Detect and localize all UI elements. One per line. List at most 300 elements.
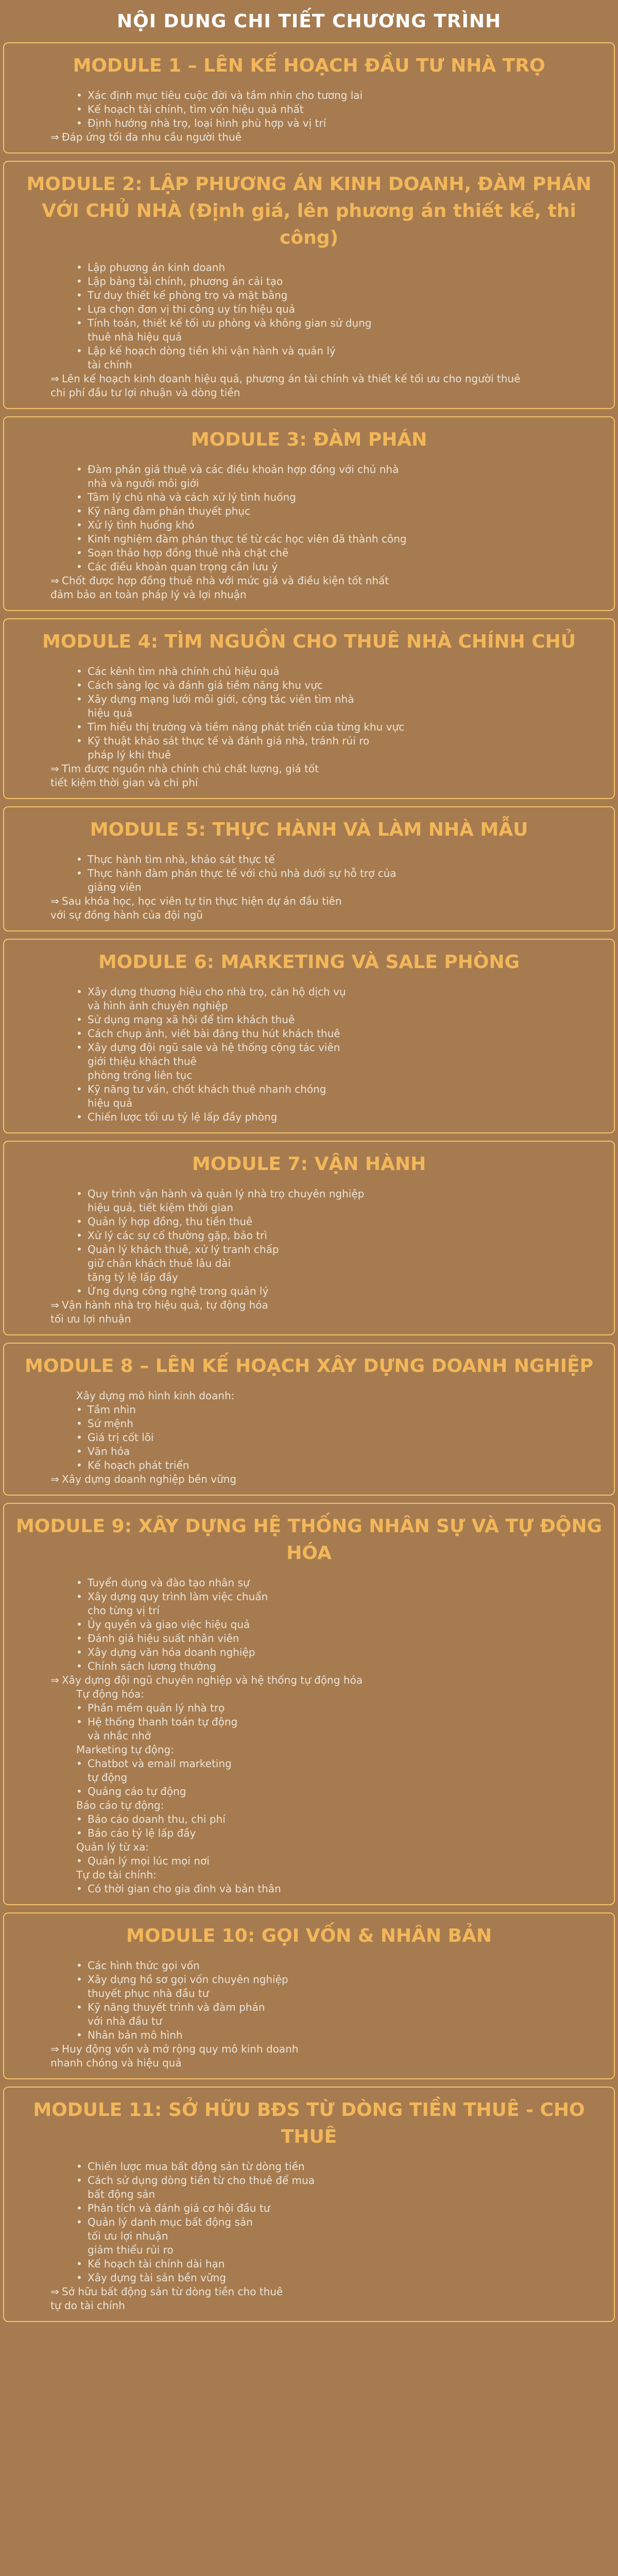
module-content-list: [14, 1389, 604, 1486]
bullet-item: [14, 1459, 604, 1472]
continuation-line: [14, 1055, 604, 1069]
section-label: [14, 1868, 604, 1882]
bullet-item: [14, 1013, 604, 1027]
line-text: Cách chụp ảnh, viết bài đăng thu hút khách thuê: [88, 1027, 340, 1040]
bullet-item: [14, 289, 604, 302]
bullet-item: [14, 1041, 604, 1055]
arrow-right-icon: ⇒: [50, 574, 59, 587]
line-text: Thực hành tìm nhà, khảo sát thực tế: [88, 853, 275, 866]
line-text: Định hướng nhà trọ, loại hình phù hợp và vị trí: [88, 117, 327, 129]
line-text: Quản lý mọi lúc mọi nơi: [88, 1855, 210, 1867]
bullet-icon: •: [76, 519, 82, 531]
result-line: [14, 130, 604, 144]
module-title: MODULE 6: MARKETING VÀ SALE PHÒNG: [98, 952, 520, 973]
bullet-item: [14, 1618, 604, 1632]
bullet-item: [14, 1959, 604, 1973]
arrow-right-icon: ⇒: [50, 762, 59, 775]
bullet-item: [14, 2201, 604, 2215]
bullet-item: [14, 1812, 604, 1826]
bullet-item: [14, 853, 604, 867]
bullet-icon: •: [76, 1855, 82, 1867]
line-text: Xây dựng đội ngũ sale và hệ thống cộng tác viên: [88, 1041, 340, 1054]
arrow-right-icon: ⇒: [50, 2285, 59, 2298]
bullet-icon: •: [76, 317, 82, 329]
bullet-item: [14, 2257, 604, 2271]
line-text: giữ chân khách thuê lâu dài: [88, 1257, 231, 1269]
bullet-icon: •: [76, 2174, 82, 2187]
bullet-item: [14, 1659, 604, 1673]
module-content-list: [14, 89, 604, 144]
line-text: với sự đồng hành của đội ngũ: [50, 909, 203, 921]
line-text: và nhắc nhở: [88, 1730, 151, 1742]
result-line: [14, 372, 604, 386]
bullet-item: [14, 116, 604, 130]
bullet-item: [14, 867, 604, 880]
line-text: tối ưu lợi nhuận: [88, 2230, 168, 2242]
module-title: MODULE 11: SỞ HỮU BĐS TỪ DÒNG TIỀN THUÊ - CHO THUÊ: [33, 2099, 585, 2147]
continuation-line: [14, 999, 604, 1013]
line-text: Các kênh tìm nhà chính chủ hiệu quả: [88, 665, 280, 677]
line-text: Sử dụng mạng xã hội để tìm khách thuê: [88, 1013, 295, 1026]
bullet-item: [14, 1701, 604, 1715]
line-text: Xác định mục tiêu cuộc đời và tầm nhìn cho tương lai: [88, 89, 363, 101]
line-text: Giá trị cốt lõi: [88, 1431, 154, 1444]
modules-list: [0, 42, 618, 2322]
line-text: Soạn thảo hợp đồng thuê nhà chặt chẽ: [88, 547, 289, 559]
line-text: Tầm nhìn: [88, 1403, 136, 1416]
line-text: Cách sàng lọc và đánh giá tiềm năng khu vực: [88, 679, 323, 691]
bullet-icon: •: [76, 303, 82, 315]
bullet-item: [14, 720, 604, 734]
bullet-item: [14, 1243, 604, 1257]
bullet-icon: •: [76, 1431, 82, 1444]
continuation-line: [14, 2229, 604, 2243]
module-content-list: [14, 261, 604, 400]
bullet-item: [14, 985, 604, 999]
module-content-list: [14, 853, 604, 922]
line-text: Kỹ thuật khảo sát thực tế và đánh giá nhà, tránh rủi ro: [88, 735, 370, 747]
bullet-icon: •: [76, 1215, 82, 1228]
line-text: Quản lý khách thuê, xử lý tranh chấp: [88, 1243, 279, 1256]
line-text: tăng tỷ lệ lấp đầy: [88, 1271, 178, 1283]
line-text: hiệu quả: [88, 1097, 133, 1109]
result-line: [14, 2285, 604, 2299]
line-text: giới thiệu khách thuê: [88, 1055, 197, 1067]
bullet-icon: •: [76, 1577, 82, 1589]
module-card: [3, 2087, 615, 2322]
bullet-icon: •: [76, 1757, 82, 1770]
arrow-right-icon: ⇒: [50, 372, 59, 385]
bullet-icon: •: [76, 1111, 82, 1123]
line-text: Thực hành đàm phán thực tế với chủ nhà dưới sự hỗ trợ của: [88, 867, 397, 879]
bullet-item: [14, 463, 604, 477]
continuation-line: [14, 748, 604, 762]
line-text: và hình ảnh chuyên nghiệp: [88, 999, 228, 1012]
line-text: nhà và người môi giới: [88, 477, 199, 489]
bullet-item: [14, 1110, 604, 1124]
line-text: tự do tài chính: [50, 2299, 125, 2312]
continuation-line: [14, 880, 604, 894]
module-title: MODULE 4: TÌM NGUỒN CHO THUÊ NHÀ CHÍNH CHỦ: [42, 631, 576, 652]
section-label: [14, 1840, 604, 1854]
line-text: Tự động hóa:: [76, 1688, 144, 1700]
line-text: Đàm phán giá thuê và các điều khoản hợp đồng với chủ nhà: [88, 463, 399, 476]
module-title: MODULE 10: GỌI VỐN & NHÂN BẢN: [126, 1925, 492, 1946]
bullet-item: [14, 665, 604, 679]
line-text: tài chính: [88, 359, 132, 371]
result-line: [14, 1472, 604, 1486]
bullet-item: [14, 1187, 604, 1201]
continuation-line: [14, 1201, 604, 1215]
section-label: [14, 1687, 604, 1701]
continuation-line: [14, 1270, 604, 1284]
line-text: Quản lý hợp đồng, thu tiền thuê: [88, 1215, 253, 1228]
bullet-item: [14, 344, 604, 358]
continuation-line: [14, 2243, 604, 2257]
continuation-line: [14, 908, 604, 922]
module-content-list: [14, 1959, 604, 2070]
line-text: Xử lý tình huống khó: [88, 519, 195, 531]
bullet-item: [14, 560, 604, 574]
module-content-list: [14, 1187, 604, 1326]
section-label: [14, 1743, 604, 1757]
line-text: Sở hữu bất động sản từ dòng tiền cho thuê: [62, 2285, 283, 2298]
line-text: Xây dựng tài sản bền vững: [88, 2272, 226, 2284]
bullet-icon: •: [76, 665, 82, 677]
continuation-line: [14, 2188, 604, 2201]
bullet-icon: •: [76, 1660, 82, 1672]
bullet-icon: •: [76, 1285, 82, 1297]
bullet-item: [14, 1445, 604, 1459]
line-text: Các điều khoản quan trọng cần lưu ý: [88, 561, 278, 573]
line-text: Kỹ năng thuyết trình và đàm phán: [88, 2001, 265, 2013]
line-text: Cách sử dụng dòng tiền từ cho thuê để mua: [88, 2174, 315, 2187]
module-content-list: [14, 2160, 604, 2313]
continuation-line: [14, 2014, 604, 2028]
bullet-item: [14, 2160, 604, 2174]
module-card: [3, 618, 615, 799]
line-text: tự động: [88, 1771, 128, 1784]
continuation-line: [14, 2299, 604, 2313]
module-card: [3, 161, 615, 409]
module-card: [3, 416, 615, 611]
line-text: Marketing tự động:: [76, 1743, 174, 1756]
line-text: Tính toán, thiết kế tối ưu phòng và không gian sử dụng: [88, 317, 372, 329]
module-card: [3, 1503, 615, 1905]
line-text: Báo cáo doanh thu, chi phí: [88, 1813, 226, 1825]
bullet-icon: •: [76, 1973, 82, 1986]
bullet-item: [14, 1215, 604, 1229]
page-title: NỘI DUNG CHI TIẾT CHƯƠNG TRÌNH: [116, 11, 502, 32]
module-title: MODULE 2: LẬP PHƯƠNG ÁN KINH DOANH, ĐÀM PHÁN VỚI CHỦ NHÀ (Định giá, lên phương án thiết kế, thi công): [26, 174, 592, 248]
bullet-icon: •: [76, 1827, 82, 1839]
result-line: [14, 762, 604, 776]
bullet-icon: •: [76, 2258, 82, 2270]
bullet-item: [14, 1973, 604, 1987]
line-text: Phân tích và đánh giá cơ hội đầu tư: [88, 2202, 270, 2214]
line-text: Xử lý các sự cố thường gặp, bảo trì: [88, 1229, 267, 1242]
bullet-item: [14, 1417, 604, 1431]
continuation-line: [14, 1312, 604, 1326]
line-text: Quy trình vận hành và quản lý nhà trọ chuyên nghiệp: [88, 1188, 365, 1200]
bullet-icon: •: [76, 547, 82, 559]
bullet-icon: •: [76, 533, 82, 545]
line-text: Các hình thức gọi vốn: [88, 1959, 200, 1972]
line-text: Chatbot và email marketing: [88, 1757, 232, 1770]
bullet-item: [14, 2271, 604, 2285]
line-text: với nhà đầu tư: [88, 2015, 162, 2027]
continuation-line: [14, 1729, 604, 1743]
line-text: Kinh nghiệm đàm phán thực tế từ các học viên đã thành công: [88, 533, 407, 545]
line-text: thuê nhà hiệu quả: [88, 331, 182, 343]
result-line: [14, 1673, 604, 1687]
bullet-icon: •: [76, 505, 82, 517]
result-line: [14, 574, 604, 588]
module-content-list: [14, 985, 604, 1124]
bullet-item: [14, 490, 604, 504]
line-text: Tuyển dụng và đào tạo nhân sự: [88, 1577, 250, 1589]
line-text: Lên kế hoạch kinh doanh hiệu quả, phương án tài chính và thiết kế tối ưu cho người thuê: [62, 372, 521, 385]
line-text: Vận hành nhà trọ hiệu quả, tự động hóa: [62, 1299, 268, 1311]
line-text: Xây dựng hồ sơ gọi vốn chuyên nghiệp: [88, 1973, 288, 1986]
continuation-line: [14, 386, 604, 400]
line-text: Báo cáo tự động:: [76, 1799, 164, 1811]
bullet-item: [14, 2215, 604, 2229]
line-text: Văn hóa: [88, 1445, 130, 1458]
bullet-item: [14, 1431, 604, 1445]
continuation-line: [14, 1771, 604, 1785]
bullet-item: [14, 302, 604, 316]
line-text: chi phí đầu tư lợi nhuận và dòng tiền: [50, 386, 241, 399]
result-line: [14, 1298, 604, 1312]
module-card: [3, 1141, 615, 1335]
line-text: Tự do tài chính:: [76, 1869, 157, 1881]
bullet-icon: •: [76, 1883, 82, 1895]
bullet-item: [14, 2174, 604, 2188]
bullet-item: [14, 316, 604, 330]
bullet-item: [14, 518, 604, 532]
arrow-right-icon: ⇒: [50, 2043, 59, 2055]
line-text: Tìm hiểu thị trường và tiềm năng phát triển của từng khu vực: [88, 721, 405, 733]
line-text: Báo cáo tỷ lệ lấp đầy: [88, 1827, 196, 1839]
bullet-icon: •: [76, 1417, 82, 1430]
line-text: đảm bảo an toàn pháp lý và lợi nhuận: [50, 588, 247, 601]
result-line: [14, 2042, 604, 2056]
bullet-icon: •: [76, 345, 82, 357]
bullet-icon: •: [76, 867, 82, 879]
line-text: Lập phương án kinh doanh: [88, 261, 226, 274]
module-title: MODULE 3: ĐÀM PHÁN: [191, 429, 427, 450]
line-text: thuyết phục nhà đầu tư: [88, 1987, 209, 1999]
continuation-line: [14, 330, 604, 344]
arrow-right-icon: ⇒: [50, 895, 59, 907]
bullet-item: [14, 1826, 604, 1840]
line-text: Tư duy thiết kế phòng trọ và mặt bằng: [88, 289, 288, 301]
line-text: Xây dựng mạng lưới môi giới, cộng tác viên tìm nhà: [88, 693, 354, 705]
bullet-icon: •: [76, 1188, 82, 1200]
continuation-line: [14, 706, 604, 720]
bullet-item: [14, 1854, 604, 1868]
module-title: MODULE 5: THỰC HÀNH VÀ LÀM NHÀ MẪU: [90, 819, 528, 840]
line-text: hiệu quả: [88, 707, 133, 719]
line-text: giảng viên: [88, 881, 142, 893]
module-title: MODULE 8 – LÊN KẾ HOẠCH XÂY DỰNG DOANH NGHIỆP: [25, 1355, 593, 1377]
bullet-icon: •: [76, 1590, 82, 1603]
bullet-icon: •: [76, 89, 82, 101]
line-text: Xây dựng thương hiệu cho nhà trọ, căn hộ dịch vụ: [88, 986, 346, 998]
bullet-item: [14, 1882, 604, 1896]
bullet-icon: •: [76, 1632, 82, 1645]
continuation-line: [14, 1069, 604, 1082]
bullet-icon: •: [76, 275, 82, 287]
bullet-item: [14, 1785, 604, 1799]
bullet-icon: •: [76, 1785, 82, 1798]
module-card: [3, 939, 615, 1133]
line-text: Có thời gian cho gia đình và bản thân: [88, 1883, 281, 1895]
line-text: Sứ mệnh: [88, 1417, 133, 1430]
continuation-line: [14, 588, 604, 602]
line-text: Huy động vốn và mở rộng quy mô kinh doanh: [62, 2043, 299, 2055]
bullet-icon: •: [76, 2160, 82, 2173]
bullet-item: [14, 1632, 604, 1646]
module-content-list: [14, 1576, 604, 1896]
result-line: [14, 894, 604, 908]
bullet-icon: •: [76, 2029, 82, 2041]
continuation-line: [14, 1257, 604, 1270]
line-text: nhanh chóng và hiệu quả: [50, 2057, 182, 2069]
bullet-icon: •: [76, 1702, 82, 1714]
module-title: MODULE 9: XÂY DỰNG HỆ THỐNG NHÂN SỰ VÀ TỰ ĐỘNG HÓA: [15, 1516, 603, 1564]
line-text: bất động sản: [88, 2188, 156, 2200]
line-text: Xây dựng doanh nghiệp bền vững: [62, 1473, 237, 1485]
bullet-item: [14, 692, 604, 706]
bullet-item: [14, 89, 604, 103]
line-text: Nhân bản mô hình: [88, 2029, 183, 2041]
bullet-item: [14, 734, 604, 748]
line-text: Kế hoạch phát triển: [88, 1459, 190, 1471]
arrow-right-icon: ⇒: [50, 1473, 59, 1485]
bullet-item: [14, 103, 604, 116]
bullet-item: [14, 679, 604, 692]
bullet-icon: •: [76, 2216, 82, 2228]
bullet-icon: •: [76, 1445, 82, 1458]
bullet-icon: •: [76, 1959, 82, 1972]
bullet-icon: •: [76, 1013, 82, 1026]
bullet-item: [14, 504, 604, 518]
bullet-icon: •: [76, 1459, 82, 1471]
bullet-icon: •: [76, 1041, 82, 1054]
module-title: MODULE 7: VẬN HÀNH: [192, 1154, 426, 1175]
continuation-line: [14, 1987, 604, 2001]
bullet-item: [14, 2028, 604, 2042]
module-card: [3, 1912, 615, 2079]
line-text: Kỹ năng đàm phán thuyết phục: [88, 505, 250, 517]
bullet-item: [14, 1757, 604, 1771]
line-text: Xây dựng mô hình kinh doanh:: [76, 1389, 235, 1402]
line-text: Quảng cáo tự động: [88, 1785, 186, 1798]
arrow-right-icon: ⇒: [50, 1299, 59, 1311]
bullet-icon: •: [76, 1618, 82, 1631]
bullet-icon: •: [76, 679, 82, 691]
bullet-item: [14, 1576, 604, 1590]
bullet-icon: •: [76, 1403, 82, 1416]
bullet-icon: •: [76, 561, 82, 573]
bullet-icon: •: [76, 693, 82, 705]
line-text: Quản lý danh mục bất động sản: [88, 2216, 253, 2228]
bullet-icon: •: [76, 1027, 82, 1040]
bullet-item: [14, 261, 604, 275]
line-text: Đánh giá hiệu suất nhân viên: [88, 1632, 239, 1645]
bullet-item: [14, 532, 604, 546]
line-text: Tâm lý chủ nhà và cách xử lý tình huống: [88, 491, 296, 503]
line-text: Lập bảng tài chính, phương án cải tạo: [88, 275, 283, 287]
bullet-icon: •: [76, 1243, 82, 1256]
line-text: Sau khóa học, học viên tự tin thực hiện dự án đầu tiên: [62, 895, 342, 907]
line-text: Ủy quyền và giao việc hiệu quả: [88, 1618, 250, 1631]
line-text: Xây dựng văn hóa doanh nghiệp: [88, 1646, 255, 1658]
line-text: hiệu quả, tiết kiệm thời gian: [88, 1201, 233, 1214]
bullet-item: [14, 1646, 604, 1659]
bullet-icon: •: [76, 1813, 82, 1825]
bullet-icon: •: [76, 1083, 82, 1095]
bullet-icon: •: [76, 117, 82, 129]
line-text: Kỹ năng tư vấn, chốt khách thuê nhanh chóng: [88, 1083, 327, 1095]
line-text: Lập kế hoạch dòng tiền khi vận hành và quản lý: [88, 345, 336, 357]
continuation-line: [14, 477, 604, 490]
bullet-item: [14, 1027, 604, 1041]
bullet-icon: •: [76, 289, 82, 301]
module-card: [3, 1343, 615, 1496]
module-title: MODULE 1 – LÊN KẾ HOẠCH ĐẦU TƯ NHÀ TRỌ: [73, 55, 545, 76]
bullet-item: [14, 1082, 604, 1096]
module-content-list: [14, 463, 604, 602]
bullet-item: [14, 1284, 604, 1298]
line-text: phòng trống liên tục: [88, 1069, 193, 1081]
bullet-icon: •: [76, 103, 82, 115]
bullet-icon: •: [76, 2202, 82, 2214]
bullet-item: [14, 1590, 604, 1604]
bullet-item: [14, 275, 604, 289]
continuation-line: [14, 1604, 604, 1618]
bullet-icon: •: [76, 2001, 82, 2013]
bullet-item: [14, 1403, 604, 1417]
line-text: Chốt được hợp đồng thuê nhà với mức giá và điều kiện tốt nhất: [62, 574, 389, 587]
line-text: giảm thiểu rủi ro: [88, 2244, 174, 2256]
module-card: [3, 42, 615, 154]
bullet-icon: •: [76, 2272, 82, 2284]
module-card: [3, 806, 615, 931]
continuation-line: [14, 2056, 604, 2070]
line-text: Xây dựng đội ngũ chuyên nghiệp và hệ thống tự động hóa: [62, 1674, 363, 1686]
line-text: Chính sách lương thưởng: [88, 1660, 216, 1672]
line-text: Chiến lược mua bất động sản từ dòng tiền: [88, 2160, 305, 2173]
bullet-icon: •: [76, 735, 82, 747]
bullet-item: [14, 2001, 604, 2014]
bullet-icon: •: [76, 1716, 82, 1728]
line-text: tối ưu lợi nhuận: [50, 1313, 131, 1325]
line-text: Hệ thống thanh toán tự động: [88, 1716, 238, 1728]
line-text: Tìm được nguồn nhà chính chủ chất lượng, giá tốt: [62, 762, 319, 775]
line-text: cho từng vị trí: [88, 1604, 160, 1617]
line-text: Kế hoạch tài chính, tìm vốn hiệu quả nhất: [88, 103, 304, 115]
arrow-right-icon: ⇒: [50, 131, 59, 143]
line-text: Chiến lược tối ưu tỷ lệ lấp đầy phòng: [88, 1111, 278, 1123]
bullet-icon: •: [76, 463, 82, 476]
arrow-right-icon: ⇒: [50, 1674, 59, 1686]
bullet-icon: •: [76, 491, 82, 503]
bullet-icon: •: [76, 986, 82, 998]
bullet-item: [14, 1229, 604, 1243]
